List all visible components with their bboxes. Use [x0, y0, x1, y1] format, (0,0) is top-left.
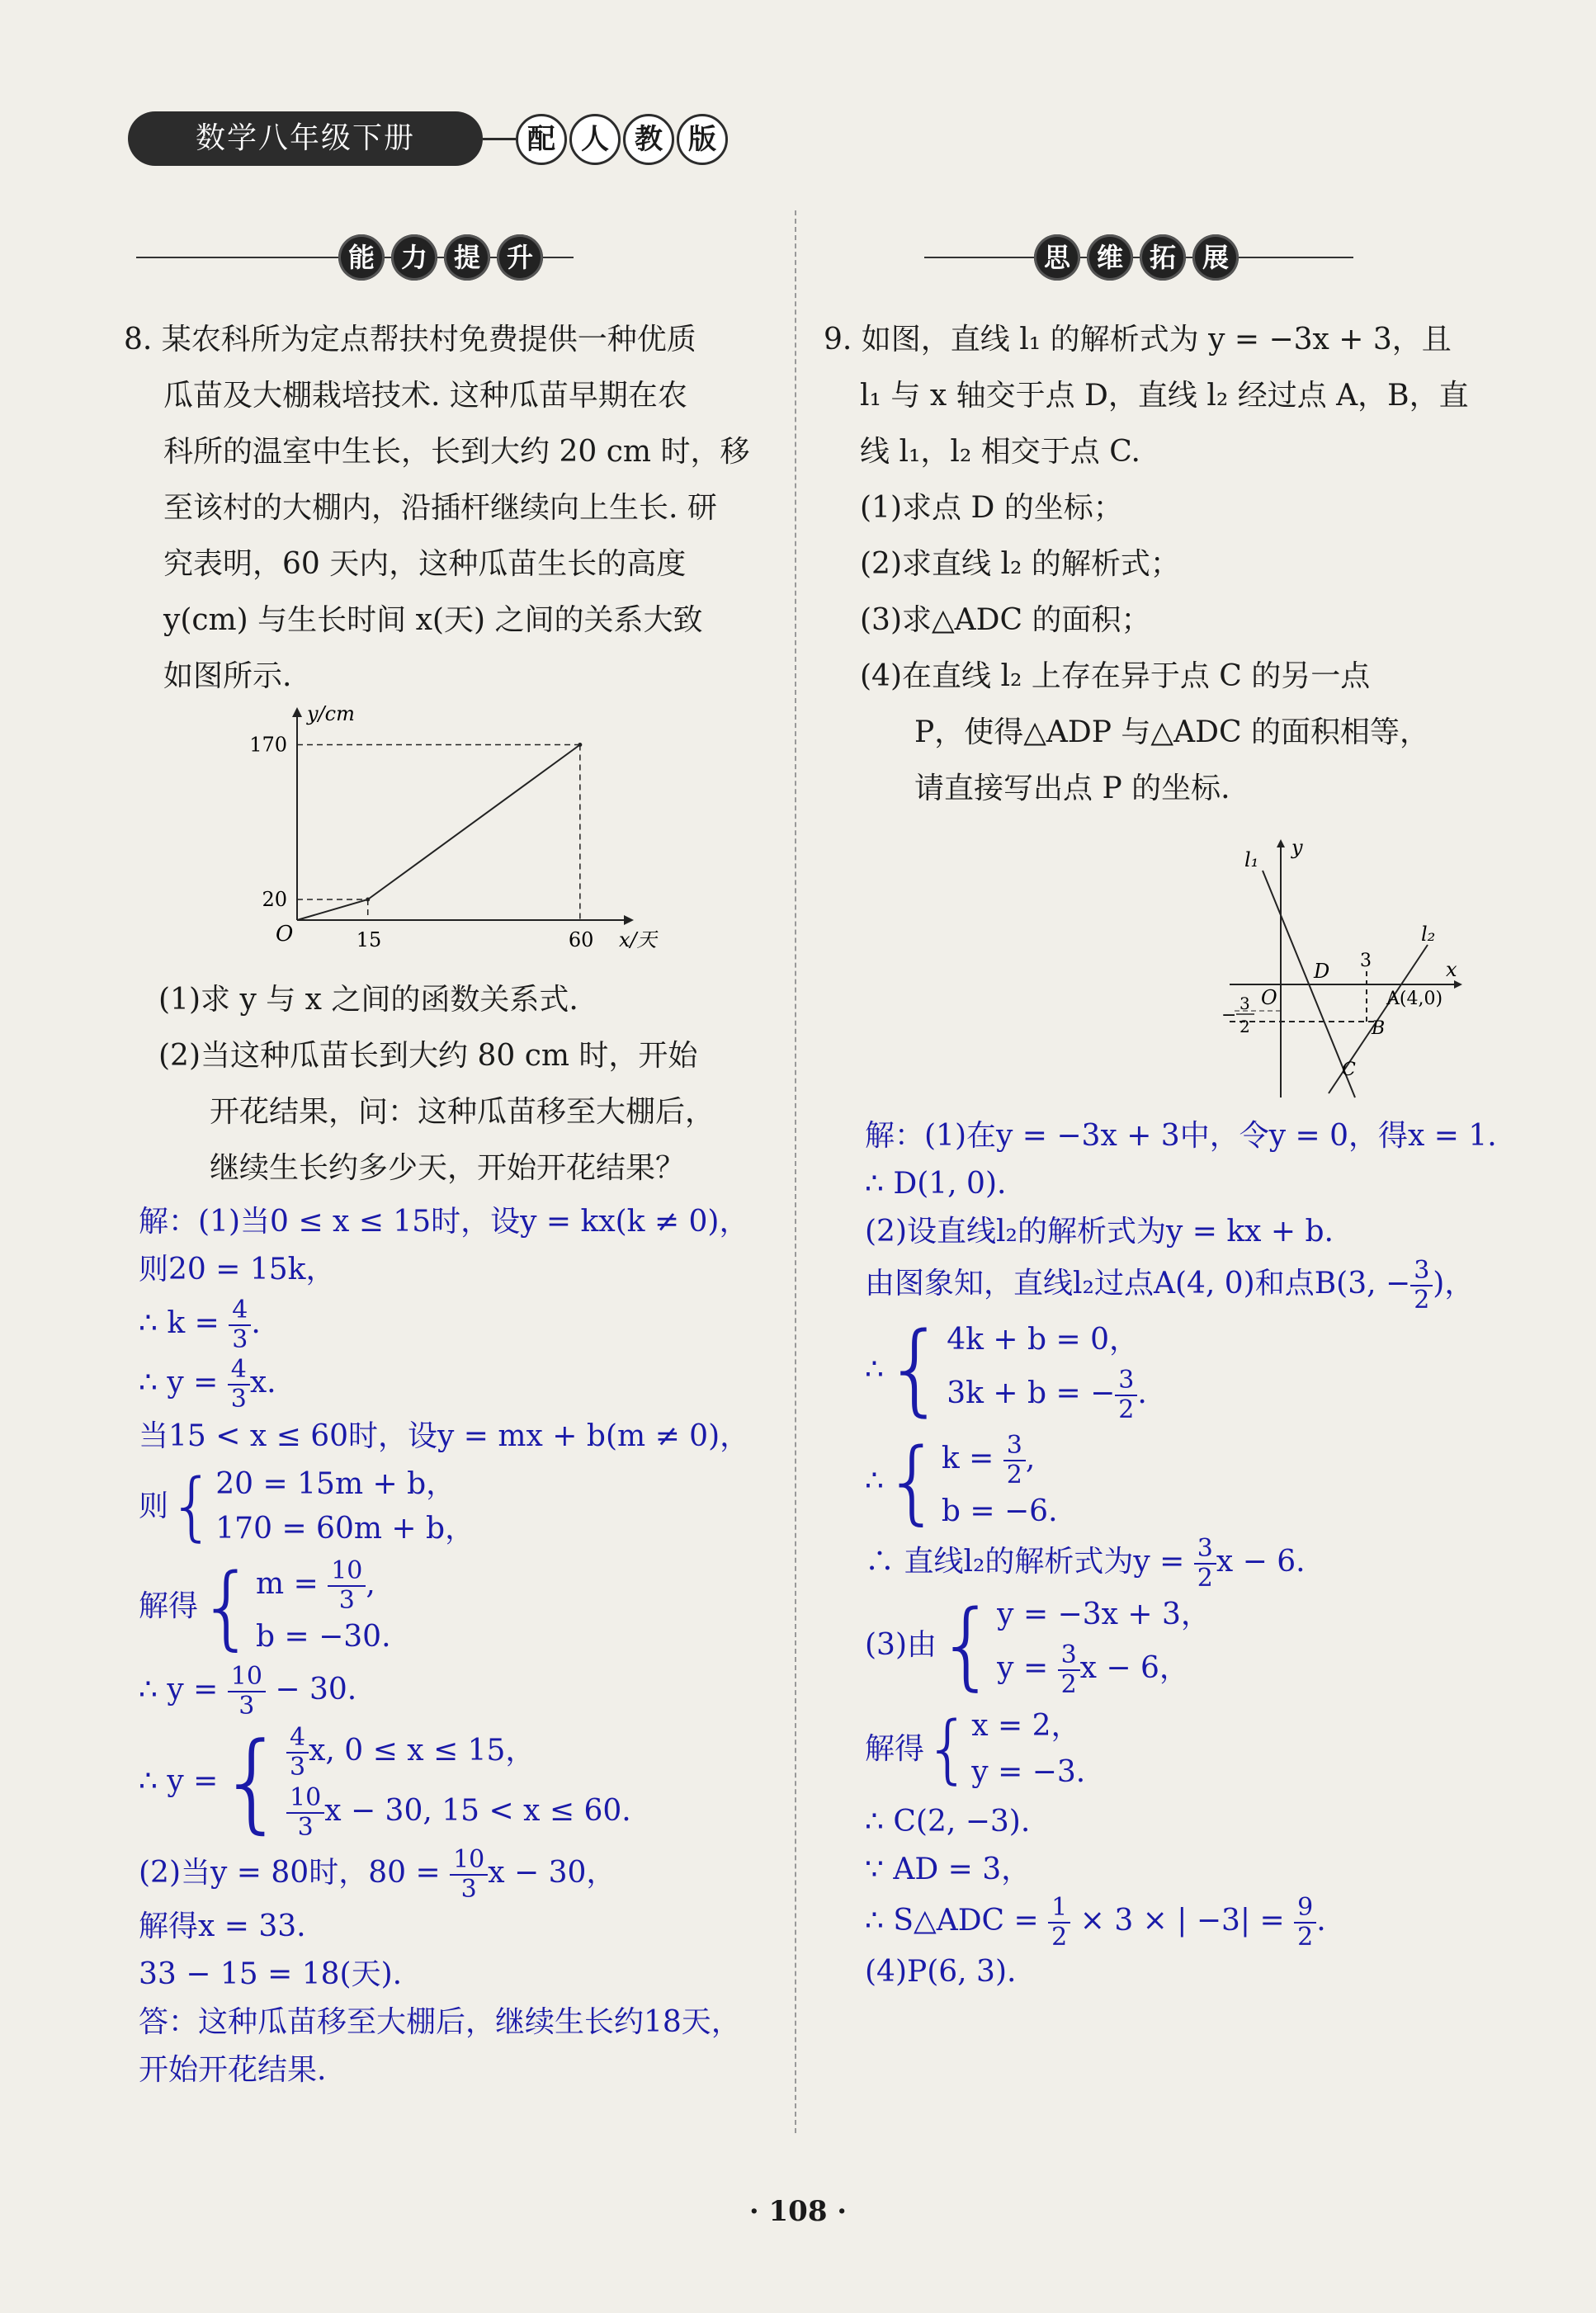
- system-row: x = 2，: [971, 1709, 1081, 1743]
- sol9-text: .: [1137, 1376, 1147, 1410]
- frac-den: 2: [1297, 1923, 1314, 1952]
- frac-num: 4: [228, 1356, 250, 1385]
- sol9-text: 由图象知，直线l₂过点A(4, 0)和点B(3, −: [865, 1267, 1411, 1300]
- frac-num: 3: [1003, 1432, 1026, 1461]
- sol8-text: ∴ y =: [139, 1764, 219, 1798]
- fraction: [1048, 1894, 1070, 1952]
- label-neg-sign: −: [1221, 1005, 1237, 1026]
- sol9-line: (2)设直线l₂的解析式为y = kx + b.: [865, 1215, 1334, 1249]
- sol9-line: 解：(1)在y = −3x + 3中，令y = 0，得x = 1.: [865, 1119, 1497, 1153]
- solution-8: [139, 1198, 791, 2094]
- fraction: [328, 1557, 366, 1615]
- q9-line: 请直接写出点 P 的坐标.: [914, 772, 1230, 805]
- sol9-system: [865, 1428, 1583, 1535]
- sol9-system: [865, 1701, 1583, 1798]
- q9-line: 线 l₁，l₂ 相交于点 C.: [860, 435, 1140, 469]
- sol8-system: [139, 1461, 791, 1553]
- sol9-text: .: [1316, 1904, 1326, 1938]
- sol8-line: 33 − 15 = 18(天).: [139, 1957, 403, 1991]
- frac-num: 3: [1115, 1367, 1137, 1396]
- sol8-text: − 30.: [265, 1673, 357, 1706]
- sol8-line: [139, 1294, 791, 1353]
- sol9-text: ∴: [865, 1464, 884, 1498]
- label-tick3: 3: [1360, 951, 1372, 971]
- x-tick-label: 60: [568, 928, 594, 951]
- sol9-text: × 3 × | −3| =: [1079, 1904, 1285, 1938]
- edition-char: 配: [516, 114, 567, 165]
- sol8-text: (2)当y = 80时，80 =: [139, 1856, 441, 1890]
- q9-line: (1)求点 D 的坐标；: [860, 491, 1123, 525]
- solution-9: [865, 1112, 1583, 1996]
- data-point: [366, 898, 370, 902]
- label-y: y: [1291, 836, 1303, 859]
- sol8-text: .: [251, 1306, 261, 1340]
- frac-den: 2: [1051, 1923, 1068, 1952]
- fraction: [229, 1296, 251, 1354]
- sol8-text: x.: [249, 1366, 276, 1400]
- fraction: [286, 1724, 309, 1782]
- frac-num: 3: [1194, 1535, 1216, 1565]
- frac-den: 2: [1060, 1669, 1077, 1699]
- sol8-text: 则: [139, 1489, 169, 1523]
- frac-num: 10: [328, 1557, 366, 1587]
- system-rows: [997, 1592, 1211, 1699]
- label-D: D: [1314, 960, 1330, 983]
- system-row: b = −30.: [256, 1619, 391, 1654]
- label-l1: l₁: [1244, 848, 1259, 871]
- system-row: 170 = 60m + b，: [215, 1512, 475, 1546]
- sol8-line: 开始开花结果.: [139, 2053, 327, 2087]
- fraction: [1294, 1894, 1316, 1952]
- q9-line: P，使得△ADP 与△ADC 的面积相等，: [914, 715, 1429, 749]
- brace: {: [883, 1312, 947, 1427]
- section-char: 维: [1087, 234, 1133, 281]
- chart-xlabel: x/天: [619, 928, 657, 951]
- sol8-text: m =: [256, 1566, 319, 1601]
- column-divider: [795, 210, 796, 2133]
- sol9-line: (4)P(6, 3).: [865, 1955, 1017, 1989]
- chart-y-arrow: [292, 707, 302, 717]
- system-rows: [971, 1703, 1085, 1796]
- system-rows: [947, 1316, 1147, 1424]
- sol9-text: 解得: [865, 1732, 925, 1766]
- brace: {: [198, 1554, 257, 1659]
- q8-sub2-line: 继续生长约多少天，开始开花结果？: [210, 1151, 686, 1185]
- system-rows: [942, 1429, 1058, 1534]
- q8-line: 至该村的大棚内，沿插杆继续向上生长. 研: [163, 491, 717, 525]
- sol8-line: [139, 1660, 791, 1720]
- chart-x-arrow: [624, 915, 634, 925]
- label-C: C: [1342, 1060, 1356, 1080]
- sol8-text: ∴ y =: [139, 1673, 219, 1706]
- growth-chart: [249, 701, 677, 965]
- q8-line: 8. 某农科所为定点帮扶村免费提供一种优质: [124, 323, 696, 356]
- q8-line: y(cm) 与生长时间 x(天) 之间的关系大致: [163, 603, 703, 637]
- x-tick-label: 15: [356, 928, 382, 951]
- q8-sub2-line: (2)当这种瓜苗长到大约 80 cm 时，开始: [158, 1039, 698, 1073]
- section-char: 展: [1192, 234, 1239, 281]
- frac-den: 3: [238, 1692, 255, 1721]
- system-row: [947, 1364, 1147, 1424]
- sol8-system: [139, 1553, 791, 1660]
- section-char: 力: [391, 234, 437, 281]
- frac-num: 10: [228, 1663, 266, 1692]
- series-line: [297, 745, 580, 921]
- brace: {: [168, 1463, 216, 1550]
- sol8-line: 当15 < x ≤ 60时，设y = mx + b(m ≠ 0)，: [139, 1419, 750, 1453]
- fraction: [1003, 1432, 1026, 1489]
- sol9-line: [865, 1893, 1583, 1952]
- sol9-line: [865, 1256, 1583, 1315]
- frac-den: 3: [297, 1813, 314, 1842]
- frac-den: 3: [232, 1325, 248, 1354]
- sol9-system: [865, 1589, 1583, 1701]
- q8-sub1: (1)求 y 与 x 之间的函数关系式.: [158, 983, 578, 1017]
- edition-char: 教: [623, 114, 674, 165]
- sol9-text: ∴ S△ADC =: [865, 1904, 1039, 1938]
- sol9-text: y =: [997, 1650, 1049, 1685]
- label-B: B: [1372, 1018, 1386, 1039]
- chart-ylabel: y/cm: [307, 702, 355, 725]
- frac-den: 2: [1118, 1395, 1135, 1424]
- fig-y-arrow: [1277, 839, 1285, 847]
- system-row: [286, 1721, 631, 1782]
- sol9-line: [865, 1534, 1583, 1593]
- sol8-text: ,: [366, 1566, 375, 1601]
- frac-num: 3: [1410, 1257, 1433, 1286]
- fraction: [450, 1846, 488, 1904]
- sol8-text: x − 30, 15 < x ≤ 60.: [324, 1794, 631, 1828]
- section-line-right: [924, 257, 1353, 258]
- q9-line: (4)在直线 l₂ 上存在异于点 C 的另一点: [860, 659, 1371, 693]
- edition-char: 版: [677, 114, 728, 165]
- system-rows: [215, 1462, 475, 1551]
- fraction: [1058, 1641, 1080, 1699]
- frac-den: 3: [338, 1585, 355, 1615]
- sol9-line: ∴ D(1, 0).: [865, 1167, 1007, 1201]
- system-rows: [286, 1721, 631, 1842]
- label-A: A(4,0): [1386, 989, 1443, 1009]
- system-row: 4k + b = 0，: [947, 1322, 1140, 1357]
- sol8-line: [139, 1843, 791, 1903]
- sol9-line: ∴ C(2, −3).: [865, 1805, 1031, 1839]
- sol8-line: 则20 = 15k，: [139, 1253, 336, 1286]
- frac-num: 1: [1048, 1894, 1070, 1924]
- chart-origin: O: [276, 922, 294, 946]
- system-row: y = −3.: [971, 1755, 1086, 1789]
- data-point: [578, 743, 582, 747]
- header-connector: [483, 138, 516, 140]
- q8-line: 科所的温室中生长，长到大约 20 cm 时，移: [163, 435, 750, 469]
- fraction: [228, 1356, 250, 1414]
- label-x: x: [1446, 958, 1457, 981]
- frac-den: 2: [1006, 1460, 1022, 1489]
- sol9-text: ∴ 直线l₂的解析式为y =: [865, 1545, 1185, 1579]
- system-row: [942, 1429, 1058, 1489]
- frac-num: 4: [286, 1724, 309, 1754]
- frac-den: 3: [460, 1875, 477, 1904]
- system-row: b = −6.: [941, 1494, 1058, 1528]
- sol9-text: 3k + b = −: [947, 1376, 1116, 1410]
- frac-num: 10: [450, 1846, 488, 1876]
- label-neg-num: 3: [1239, 994, 1250, 1013]
- sol9-text: )，: [1433, 1267, 1475, 1300]
- y-tick-label: 20: [262, 888, 287, 911]
- brace: {: [924, 1706, 972, 1792]
- label-O: O: [1261, 986, 1277, 1009]
- frac-den: 2: [1414, 1286, 1430, 1315]
- header-title: 数学八年级下册: [128, 111, 483, 166]
- section-char: 拓: [1140, 234, 1186, 281]
- sol9-text: (3)由: [865, 1627, 937, 1662]
- q9-line: (2)求直线 l₂ 的解析式；: [860, 547, 1180, 581]
- q8-line: 瓜苗及大棚栽培技术. 这种瓜苗早期在农: [163, 379, 687, 413]
- section-char: 提: [444, 234, 490, 281]
- sol8-text: x − 30，: [488, 1856, 616, 1890]
- sol9-text: ∴: [865, 1352, 884, 1386]
- frac-num: 10: [286, 1784, 324, 1814]
- section-char: 升: [497, 234, 543, 281]
- fraction: [1115, 1367, 1137, 1424]
- edition-char: 人: [569, 114, 621, 165]
- label-l2: l₂: [1421, 923, 1436, 946]
- fraction: [286, 1784, 324, 1842]
- fraction: [228, 1663, 266, 1721]
- section-char: 能: [338, 234, 385, 281]
- lines-figure: [1221, 829, 1469, 1102]
- system-row: y = −3x + 3，: [997, 1597, 1211, 1631]
- system-row: [997, 1638, 1211, 1699]
- sol8-text: ∴ k =: [139, 1306, 220, 1340]
- brace: {: [883, 1428, 942, 1534]
- sol8-text: ∴ y =: [139, 1366, 219, 1400]
- fraction: [1194, 1535, 1216, 1593]
- system-row: [286, 1782, 631, 1842]
- question-9: [824, 312, 1566, 817]
- q8-subquestions: [158, 972, 786, 1197]
- q9-line: 9. 如图，直线 l₁ 的解析式为 y = −3x + 3，且: [824, 323, 1452, 356]
- fraction: [1410, 1257, 1433, 1315]
- fig-x-arrow: [1454, 980, 1462, 989]
- sol9-text: x − 6，: [1079, 1650, 1189, 1685]
- page-number: · 108 ·: [748, 2195, 848, 2228]
- sol8-line: 解：(1)当0 ≤ x ≤ 15时，设y = kx(k ≠ 0)，: [139, 1205, 749, 1239]
- brace: {: [218, 1719, 287, 1844]
- system-row: [256, 1555, 391, 1615]
- frac-den: 3: [290, 1753, 306, 1782]
- sol9-text: x − 6.: [1216, 1545, 1306, 1579]
- sol8-line: [139, 1353, 791, 1413]
- frac-num: 9: [1294, 1894, 1316, 1924]
- q8-line: 如图所示.: [163, 659, 292, 693]
- label-neg-den: 2: [1239, 1017, 1250, 1036]
- q9-line: l₁ 与 x 轴交于点 D，直线 l₂ 经过点 A，B，直: [860, 379, 1469, 413]
- sol9-system: [865, 1312, 1583, 1428]
- sol8-system: [139, 1720, 791, 1843]
- question-8: [124, 312, 776, 705]
- sol8-text: 解得: [139, 1589, 199, 1623]
- section-char: 思: [1034, 234, 1080, 281]
- sol9-line: ∵ AD = 3，: [865, 1853, 1032, 1886]
- frac-num: 3: [1058, 1641, 1080, 1671]
- q8-sub2-line: 开花结果，问：这种瓜苗移至大棚后，: [210, 1095, 715, 1129]
- brace: {: [937, 1589, 998, 1701]
- system-rows: [256, 1555, 391, 1659]
- sol9-text: ,: [1025, 1441, 1036, 1475]
- sol9-text: k =: [941, 1441, 994, 1475]
- q9-line: (3)求△ADC 的面积；: [860, 603, 1151, 637]
- frac-den: 2: [1197, 1564, 1213, 1593]
- frac-num: 4: [229, 1296, 251, 1326]
- sol8-line: 解得x = 33.: [139, 1909, 306, 1943]
- system-row: 20 = 15m + b，: [215, 1467, 456, 1501]
- frac-den: 3: [230, 1385, 247, 1414]
- sol8-text: x, 0 ≤ x ≤ 15，: [309, 1734, 536, 1768]
- q8-line: 究表明，60 天内，这种瓜苗生长的高度: [163, 547, 687, 581]
- y-tick-label: 170: [249, 733, 287, 757]
- sol8-line: 答：这种瓜苗移至大棚后，继续生长约18天，: [139, 2005, 741, 2039]
